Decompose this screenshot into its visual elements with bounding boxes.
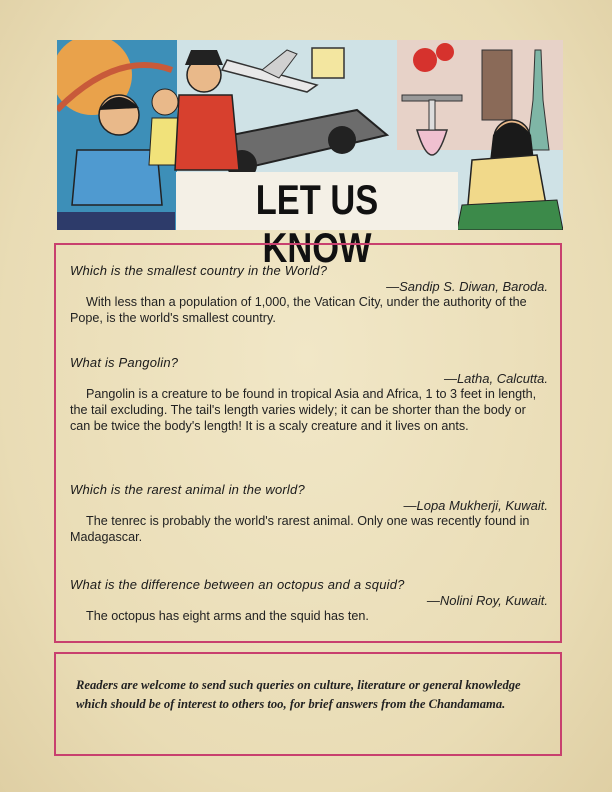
question: What is Pangolin?	[70, 355, 179, 370]
answer: With less than a population of 1,000, the Vatican City, under the authority of the Pope, is the world's smallest country.	[70, 295, 527, 325]
answer: Pangolin is a creature to be found in tropical Asia and Africa, 1 to 3 feet in length, the tail excluding. The tail's length varies widely; it can be shorter than the body or can be twice the body's length! It is a scaly creature and it lives on ants.	[70, 387, 537, 433]
qa-item	[70, 577, 548, 624]
reader-note: Readers are welcome to send such queries on culture, literature or general knowledge which should be of interest to others too, for brief answers from the Chandamama.	[76, 678, 521, 711]
asked-by: —Latha, Calcutta.	[443, 371, 548, 386]
question: Which is the rarest animal in the world?	[70, 482, 305, 497]
question: Which is the smallest country in the World?	[70, 263, 328, 278]
qa-item	[70, 355, 548, 434]
answer: The octopus has eight arms and the squid has ten.	[86, 609, 369, 623]
page-title: LET US KNOW	[255, 176, 379, 271]
asked-by: —Lopa Mukherji, Kuwait.	[403, 498, 548, 513]
qa-item	[70, 482, 548, 545]
asked-by: —Nolini Roy, Kuwait.	[426, 593, 548, 608]
question: What is the difference between an octopus and a squid?	[70, 577, 405, 592]
asked-by: —Sandip S. Diwan, Baroda.	[386, 279, 548, 294]
answer: The tenrec is probably the world's rarest animal. Only one was recently found in Madagascar.	[70, 514, 530, 544]
qa-item	[70, 263, 548, 326]
